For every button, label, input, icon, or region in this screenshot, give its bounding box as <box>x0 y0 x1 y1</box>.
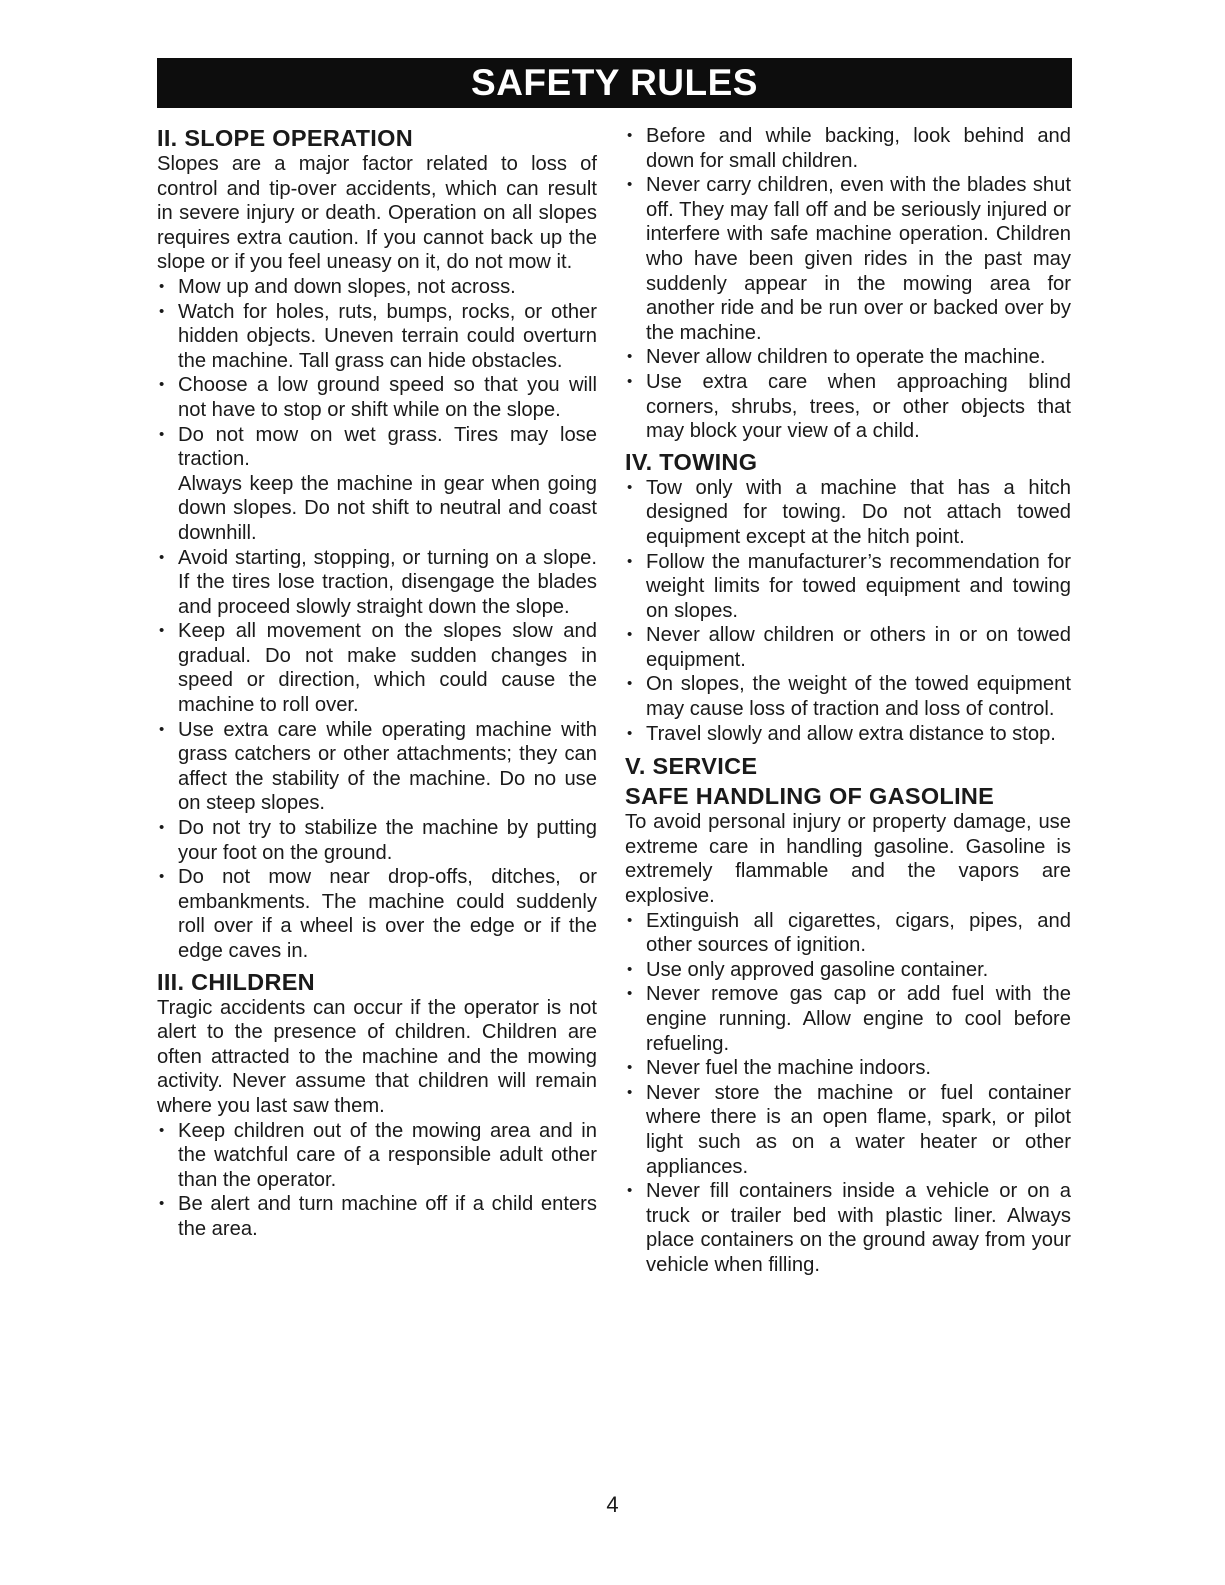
right-column <box>625 124 1071 1278</box>
service-heading: V. SERVICE <box>625 753 758 780</box>
children-list-continued <box>625 124 1071 444</box>
slope-list-continued <box>157 546 597 964</box>
slope-heading: II. SLOPE OPERATION <box>157 125 413 151</box>
gasoline-list <box>625 909 1071 1278</box>
list-item: • Do not mow near drop-offs, ditches, or embankments. The machine could suddenly roll over if a wheel is over the edge or if the edge caves in. <box>157 865 597 963</box>
list-item: • Watch for holes, ruts, bumps, rocks, or other hidden objects. Uneven terrain could overturn the machine. Tall grass can hide obstacles. <box>157 300 597 374</box>
list-item: • Before and while backing, look behind and down for small children. <box>625 124 1071 173</box>
children-intro: Tragic accidents can occur if the operator is not alert to the presence of children. Children are often attracted to the machine and the mowing activity. Never assume that children will remain where you last saw them. <box>157 996 597 1117</box>
children-heading: III. CHILDREN <box>157 968 315 995</box>
gasoline-subheading: SAFE HANDLING OF GASOLINE <box>625 783 995 810</box>
list-item: • Do not try to stabilize the machine by putting your foot on the ground. <box>157 816 597 865</box>
list-item: • Extinguish all cigarettes, cigars, pipes, and other sources of ignition. <box>625 909 1071 958</box>
list-item: • Mow up and down slopes, not across. <box>157 275 597 300</box>
title-banner <box>157 58 1072 108</box>
list-item: • On slopes, the weight of the towed equipment may cause loss of traction and loss of control. <box>625 672 1071 721</box>
slope-intro: Slopes are a major factor related to loss of control and tip-over accidents, which can result in severe injury or death. Operation on all slopes requires extra caution. If you cannot back up the slope or if you feel uneasy on it, do not mow it. <box>157 153 597 274</box>
list-item: • Never fuel the machine indoors. <box>625 1056 1071 1081</box>
list-item: • Be alert and turn machine off if a child enters the area. <box>157 1192 597 1241</box>
children-list <box>157 1119 597 1242</box>
list-item: • Never allow children to operate the machine. <box>625 345 1071 370</box>
list-item: • Use extra care when approaching blind corners, shrubs, trees, or other objects that may block your view of a child. <box>625 370 1071 444</box>
towing-list <box>625 476 1071 747</box>
slope-list <box>157 275 597 472</box>
list-item: • Use extra care while operating machine with grass catchers or other attachments; they can affect the stability of the machine. Do no use on steep slopes. <box>157 718 597 816</box>
list-item: • Do not mow on wet grass. Tires may lose traction. <box>157 423 597 472</box>
page-number: 4 <box>606 1492 619 1517</box>
page-title: SAFETY RULES <box>471 62 758 103</box>
list-item: • Use only approved gasoline container. <box>625 958 1071 983</box>
list-item: • Never remove gas cap or add fuel with the engine running. Allow engine to cool before refueling. <box>625 982 1071 1056</box>
list-item: • Tow only with a machine that has a hitch designed for towing. Do not attach towed equipment except at the hitch point. <box>625 476 1071 550</box>
list-item: • Never carry children, even with the blades shut off. They may fall off and be seriously injured or interfere with safe machine operation. Children who have been given rides in the past may suddenly appear in the mowing area for another ride and be run over or backed over by the machine. <box>625 173 1071 345</box>
list-item: • Choose a low ground speed so that you will not have to stop or shift while on the slope. <box>157 373 597 422</box>
list-item: • Never store the machine or fuel container where there is an open flame, spark, or pilot light such as on a water heater or other appliances. <box>625 1081 1071 1179</box>
service-intro: To avoid personal injury or property damage, use extreme care in handling gasoline. Gasoline is extremely flammable and the vapors are explosive. <box>625 811 1071 908</box>
list-item: • Travel slowly and allow extra distance to stop. <box>625 722 1071 747</box>
left-column <box>157 124 597 1242</box>
list-item: • Keep all movement on the slopes slow and gradual. Do not make sudden changes in speed or direction, which could cause the machine to roll over. <box>157 619 597 717</box>
towing-heading: IV. TOWING <box>625 448 758 475</box>
slope-note: Always keep the machine in gear when going down slopes. Do not shift to neutral and coast downhill. <box>178 472 597 544</box>
list-item: • Never fill containers inside a vehicle or on a truck or trailer bed with plastic liner. Always place containers on the ground away from your vehicle when filling. <box>625 1179 1071 1277</box>
list-item: • Keep children out of the mowing area and in the watchful care of a responsible adult other than the operator. <box>157 1119 597 1193</box>
list-item: • Follow the manufacturer’s recommendation for weight limits for towed equipment and towing on slopes. <box>625 550 1071 624</box>
list-item: • Never allow children or others in or on towed equipment. <box>625 623 1071 672</box>
list-item: • Avoid starting, stopping, or turning on a slope. If the tires lose traction, disengage the blades and proceed slowly straight down the slope. <box>157 546 597 620</box>
